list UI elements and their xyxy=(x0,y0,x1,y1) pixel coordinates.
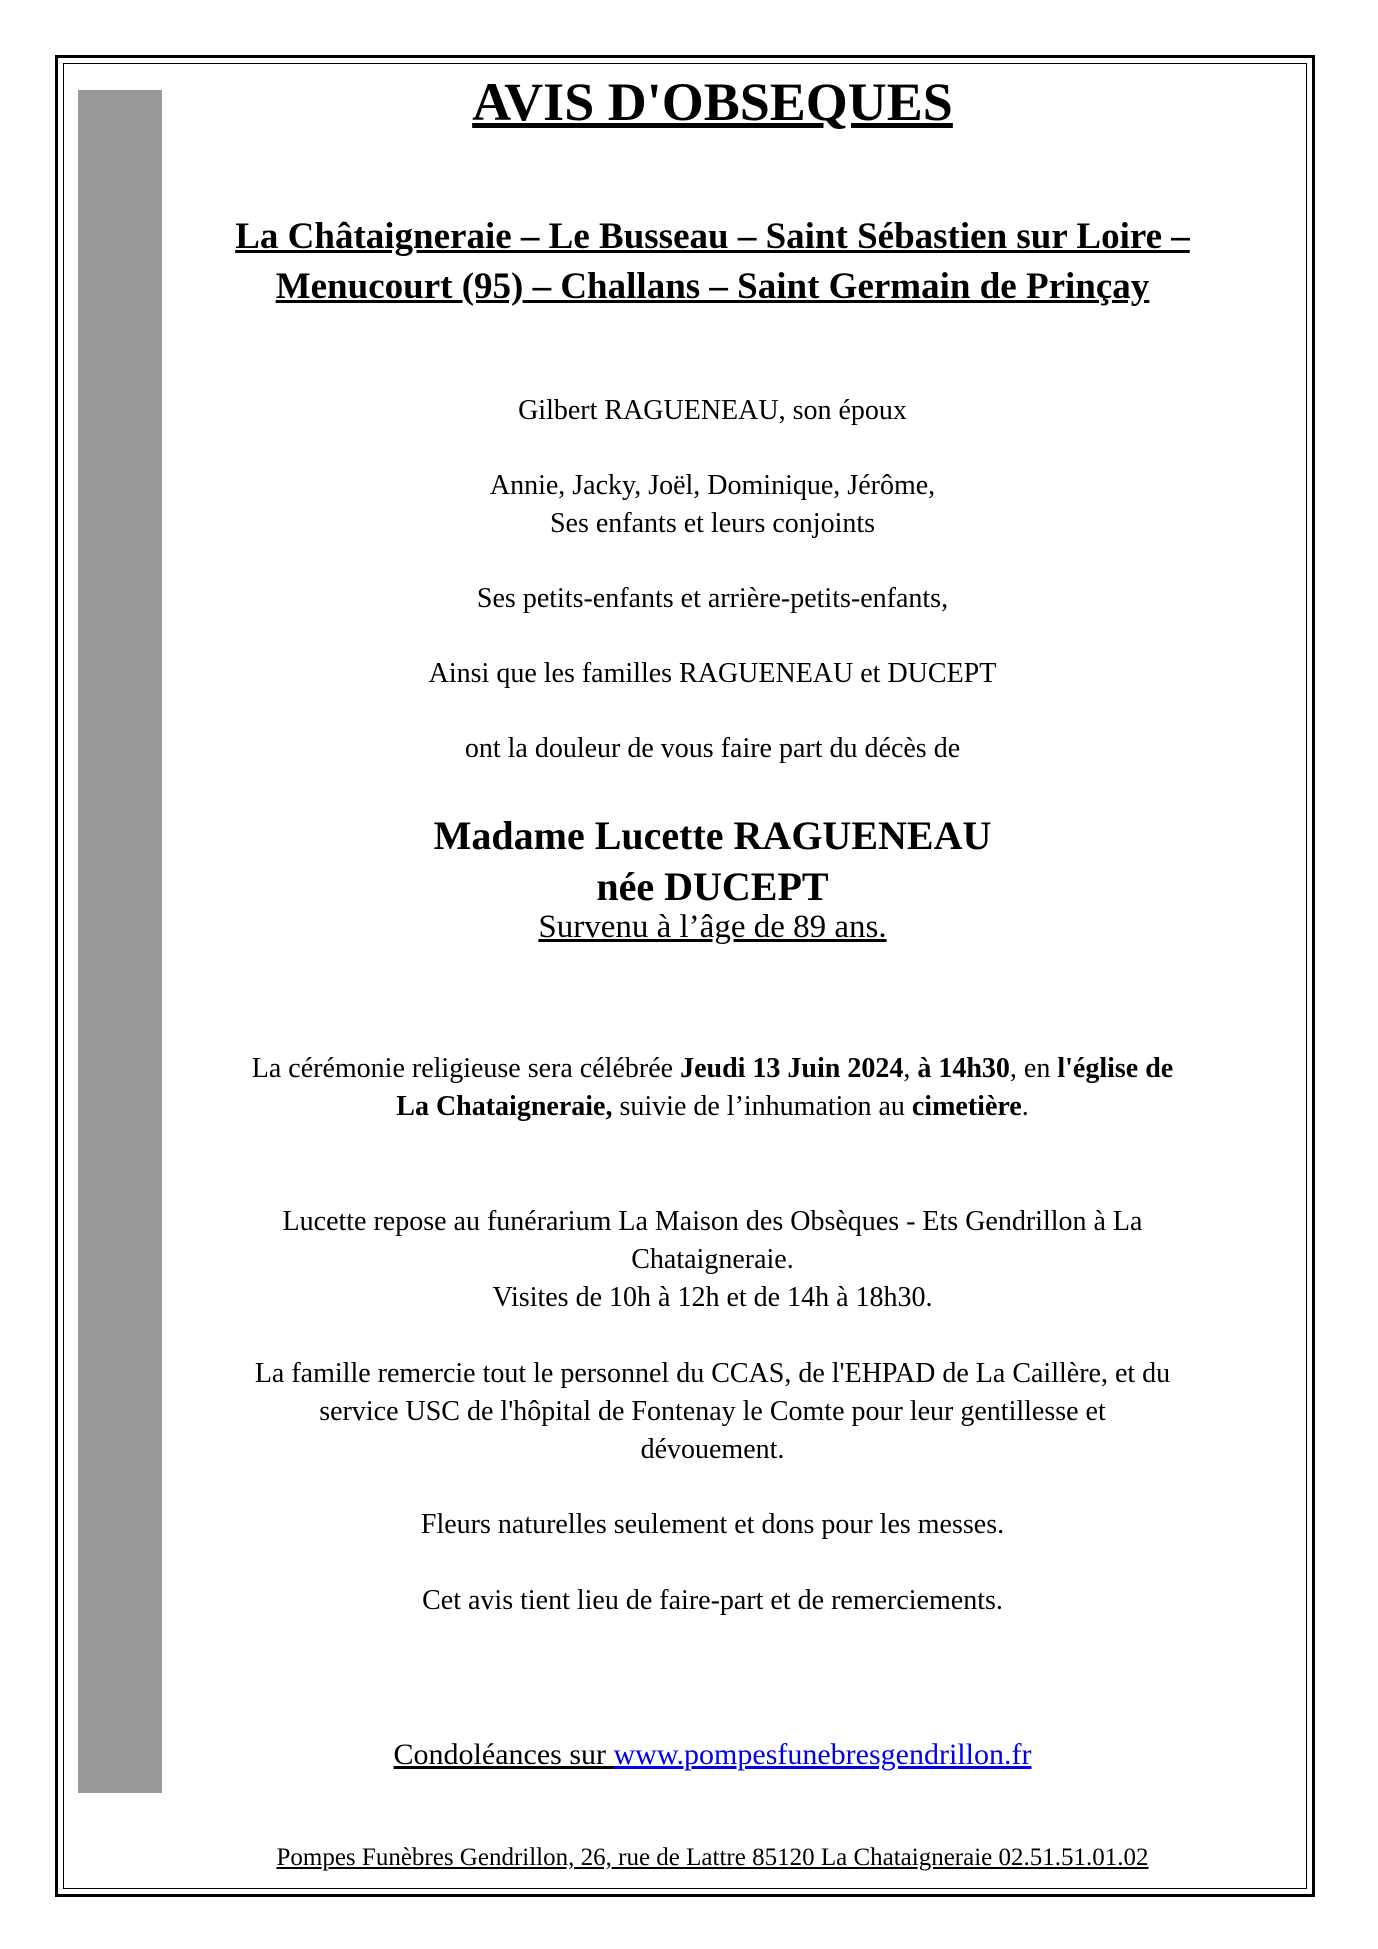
ceremony-line-1 xyxy=(165,1050,1260,1088)
families-line: Ainsi que les familles RAGUENEAU et DUCEPT xyxy=(428,658,997,689)
ceremony-date: Jeudi 13 Juin 2024 xyxy=(680,1053,904,1084)
grandchildren-line: Ses petits-enfants et arrière-petits-enfants, xyxy=(476,583,949,614)
thanks-line-3: dévouement. xyxy=(640,1434,785,1465)
ceremony-place-1: l'église de xyxy=(1057,1053,1174,1084)
ceremony-followup: suivie de l’inhumation au xyxy=(612,1091,912,1122)
spouse-line: Gilbert RAGUENEAU, son époux xyxy=(518,395,907,426)
ceremony-place-2: La Chataigneraie, xyxy=(396,1091,613,1122)
flowers-line: Fleurs naturelles seulement et dons pour les messes. xyxy=(420,1509,1005,1540)
children-label: Ses enfants et leurs conjoints xyxy=(549,508,876,539)
ceremony-line-2 xyxy=(165,1088,1260,1126)
ceremony-sep-1: , xyxy=(903,1053,918,1084)
rest-line-2: Chataigneraie. xyxy=(631,1244,794,1275)
towns-line-1: La Châtaigneraie – Le Busseau – Saint Sébastien sur Loire – xyxy=(235,216,1190,257)
condoleances-line xyxy=(165,1735,1260,1775)
ceremony-end: . xyxy=(1021,1091,1029,1122)
condoleances-link[interactable]: www.pompesfunebresgendrillon.fr xyxy=(613,1738,1032,1771)
age-line: Survenu à l’âge de 89 ans. xyxy=(538,909,887,945)
towns-heading xyxy=(165,212,1260,312)
ceremony-cemetery: cimetière xyxy=(911,1091,1022,1122)
side-gray-bar xyxy=(78,90,162,1793)
rest-line-1: Lucette repose au funérarium La Maison des Obsèques - Ets Gendrillon à La xyxy=(282,1206,1143,1237)
page-title: AVIS D'OBSEQUES xyxy=(472,72,953,132)
footer-address: Pompes Funèbres Gendrillon, 26, rue de Lattre 85120 La Chataigneraie 02.51.51.01.02 xyxy=(276,1844,1149,1871)
ceremony-time: à 14h30 xyxy=(917,1053,1010,1084)
notice-line: Cet avis tient lieu de faire-part et de remerciements. xyxy=(422,1585,1003,1616)
ceremony-sep-2: , en xyxy=(1009,1053,1058,1084)
deceased-name: Madame Lucette RAGUENEAU xyxy=(433,813,992,858)
thanks-line-1: La famille remercie tout le personnel du CCAS, de l'EHPAD de La Caillère, et du xyxy=(254,1358,1171,1389)
deceased-maiden-name: née DUCEPT xyxy=(596,864,829,909)
children-names: Annie, Jacky, Joël, Dominique, Jérôme, xyxy=(489,470,936,501)
visits-line: Visites de 10h à 12h et de 14h à 18h30. xyxy=(492,1282,933,1313)
towns-line-2: Menucourt (95) – Challans – Saint Germain de Prinçay xyxy=(275,266,1150,307)
ceremony-intro: La cérémonie religieuse sera célébrée xyxy=(251,1053,681,1084)
thanks-line-2: service USC de l'hôpital de Fontenay le Comte pour leur gentillesse et xyxy=(319,1396,1106,1427)
announcement-line: ont la douleur de vous faire part du décès de xyxy=(464,733,961,764)
condoleances-label: Condoléances sur xyxy=(393,1738,614,1771)
